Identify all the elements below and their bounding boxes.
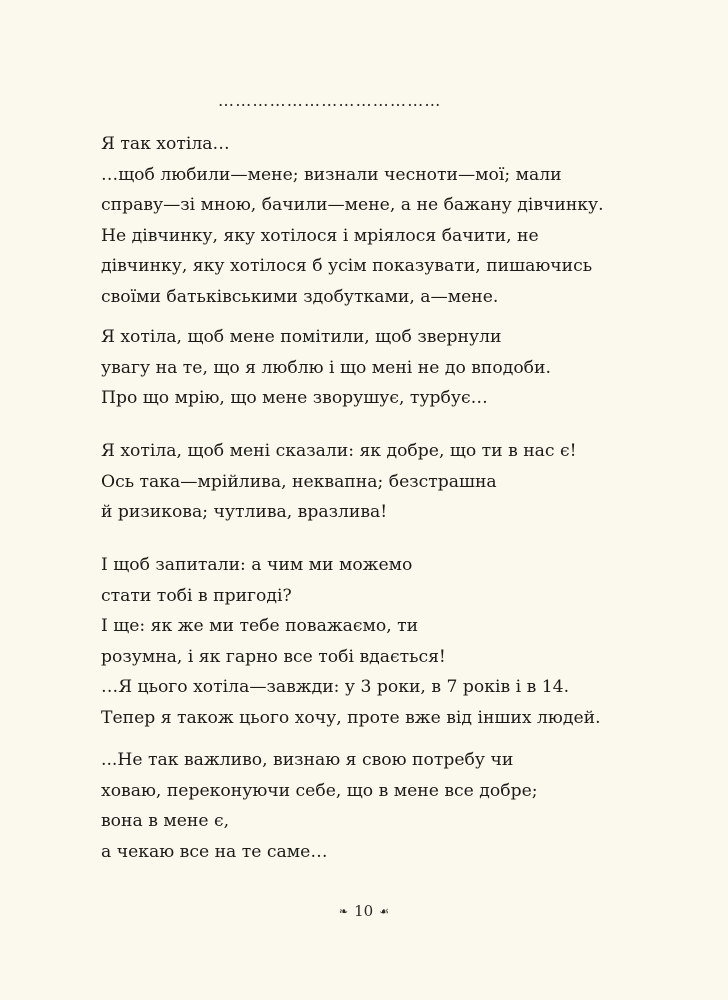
text-line: Я так хотіла… [101,134,230,154]
text-line: Тепер я також цього хочу, проте вже від інших людей. [101,707,601,728]
text-line: Я хотіла, щоб мене помітили, щоб звернули [101,327,502,347]
text-line: …щоб любили—мене; визнали чесноти—мої; мали [101,164,562,185]
text-line: Не дівчинку, яку хотілося і мріялося бачити, не [101,225,539,246]
text-line: своїми батьківськими здобутками, а—мене. [101,286,499,307]
page-footer [0,902,728,920]
text-line: а чекаю все на те саме… [101,841,328,862]
stanza-1 [101,129,621,312]
text-line: справу—зі мною, бачили—мене, а не бажану дівчинку. [101,195,604,215]
text-line: розумна, і як гарно все тобі вдається! [101,646,446,667]
page-number: 10 [354,902,374,920]
stanza-2 [101,322,621,414]
stanza-5 [101,745,621,867]
text-line: стати тобі в пригоді? [101,585,292,606]
stanza-3 [101,436,621,528]
text-line: вона в мене є, [101,811,230,831]
text-line: й ризикова; чутлива, вразлива! [101,502,388,522]
text-line: І ще: як же ми тебе поважаємо, ти [101,616,419,636]
dotted-separator: ………………………………… [218,91,442,110]
left-ornament-icon: ❧ [338,905,349,918]
text-line: Я хотіла, щоб мені сказали: як добре, що ти в нас є! [101,441,577,461]
text-line: …Я цього хотіла—завжди: у 3 роки, в 7 років і в 14. [101,677,570,697]
right-ornament-icon: ☙ [379,905,390,918]
text-line: увагу на те, що я люблю і що мені не до вподоби. [101,357,551,378]
text-line: ховаю, переконуючи себе, що в мене все добре; [101,780,538,801]
text-line: Про що мрію, що мене зворушує, турбує… [101,388,488,408]
text-line: ...Не так важливо, визнаю я свою потребу чи [101,750,514,770]
text-line: Ось така—мрійлива, неквапна; безстрашна [101,471,497,492]
text-line: І щоб запитали: а чим ми можемо [101,555,413,575]
text-line: дівчинку, яку хотілося б усім показувати, пишаючись [101,256,593,276]
stanza-4 [101,550,621,733]
